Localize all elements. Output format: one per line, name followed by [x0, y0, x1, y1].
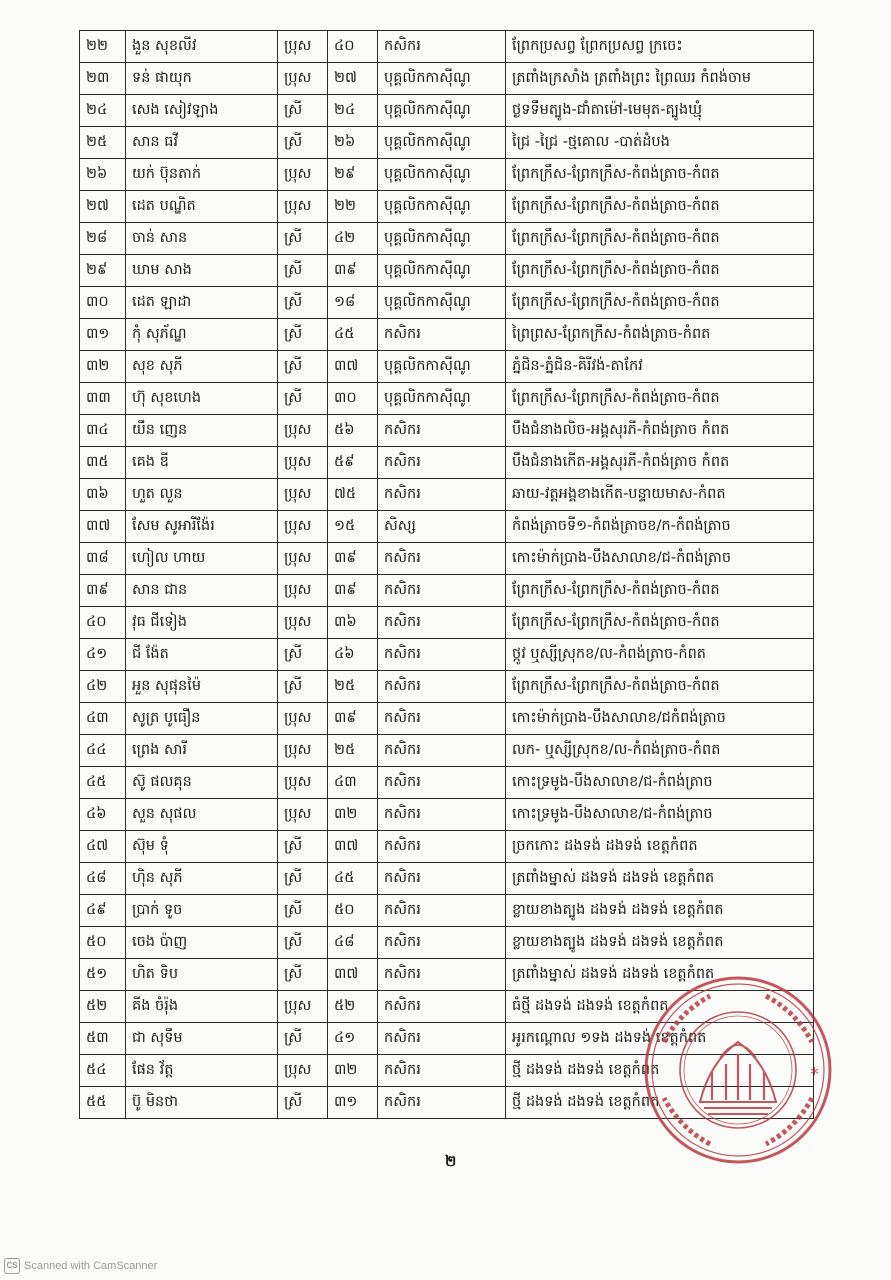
age-cell: ២៩ [328, 159, 378, 191]
address-cell: លក- ឬស្សីស្រុកខ/ល-កំពង់ត្រាច-កំពត [506, 735, 814, 767]
sex-cell: ប្រុស [278, 447, 328, 479]
person-name-cell: សែម សូអារីង៉ែរ [126, 511, 278, 543]
table-row [80, 1055, 814, 1087]
person-name-cell: វុធ ជីទៀង [126, 607, 278, 639]
occupation-cell: បុគ្គលិកកាស៊ីណូ [378, 351, 506, 383]
address-cell: ព្រែកក្រឹស-ព្រែកក្រឹស-កំពង់ត្រាច-កំពត [506, 383, 814, 415]
person-name-cell: គីង ចំរ៉ុង [126, 991, 278, 1023]
sex-cell: ស្រី [278, 351, 328, 383]
person-name-cell: ហ៊ុ សុខហេង [126, 383, 278, 415]
row-number-cell: ៤៥ [80, 767, 126, 799]
person-name-cell: ប៊ូ មិនថា [126, 1087, 278, 1119]
age-cell: ៤១ [328, 1023, 378, 1055]
address-cell: ព្រែកក្រឹស-ព្រែកក្រឹស-កំពង់ត្រាច-កំពត [506, 223, 814, 255]
table-row [80, 1023, 814, 1055]
age-cell: ៣៧ [328, 959, 378, 991]
row-number-cell: ៤៤ [80, 735, 126, 767]
row-number-cell: ៣២ [80, 351, 126, 383]
person-name-cell: ស៊ូ ផលគុន [126, 767, 278, 799]
age-cell: ២៥ [328, 671, 378, 703]
person-name-cell: ហៀល ហាយ [126, 543, 278, 575]
address-cell: ព្រែកក្រឹស-ព្រែកក្រឹស-កំពង់ត្រាច-កំពត [506, 287, 814, 319]
address-cell: ត្រពាំងម្នាស់ ដងទង់ ដងទង់ ខេត្តកំពត [506, 863, 814, 895]
occupation-cell: បុគ្គលិកកាស៊ីណូ [378, 127, 506, 159]
row-number-cell: ៤១ [80, 639, 126, 671]
age-cell: ៤៣ [328, 767, 378, 799]
address-cell: កោះទ្រមូង-បឹងសាលាខ/ជ-កំពង់ត្រាច [506, 799, 814, 831]
occupation-cell: កសិករ [378, 991, 506, 1023]
row-number-cell: ៣៤ [80, 415, 126, 447]
address-cell: ខ្លាយខាងត្បូង ដងទង់ ដងទង់ ខេត្តកំពត [506, 927, 814, 959]
age-cell: ៣៧ [328, 351, 378, 383]
occupation-cell: កសិករ [378, 735, 506, 767]
address-cell: ខ្លាយខាងត្បូង ដងទង់ ដងទង់ ខេត្តកំពត [506, 895, 814, 927]
row-number-cell: ៥២ [80, 991, 126, 1023]
row-number-cell: ២៦ [80, 159, 126, 191]
occupation-cell: កសិករ [378, 31, 506, 63]
age-cell: ៥៦ [328, 415, 378, 447]
camscanner-logo-icon: CS [4, 1258, 20, 1274]
person-name-cell: សេង សៀវឡាង [126, 95, 278, 127]
occupation-cell: កសិករ [378, 575, 506, 607]
sex-cell: ប្រុស [278, 991, 328, 1023]
address-cell: ព្រែកក្រឹស-ព្រែកក្រឹស-កំពង់ត្រាច-កំពត [506, 159, 814, 191]
sex-cell: ប្រុស [278, 63, 328, 95]
age-cell: ៣២ [328, 1055, 378, 1087]
table-row [80, 767, 814, 799]
row-number-cell: ២២ [80, 31, 126, 63]
occupation-cell: បុគ្គលិកកាស៊ីណូ [378, 255, 506, 287]
sex-cell: ស្រី [278, 255, 328, 287]
occupation-cell: បុគ្គលិកកាស៊ីណូ [378, 383, 506, 415]
sex-cell: ប្រុស [278, 511, 328, 543]
address-cell: អូរកណ្ដោល ១ទង ដងទង់ ខេត្តកំពត [506, 1023, 814, 1055]
address-cell: ព្រែកក្រឹស-ព្រែកក្រឹស-កំពង់ត្រាច-កំពត [506, 575, 814, 607]
person-name-cell: ព្រេង សារី [126, 735, 278, 767]
person-name-cell: ជា សុទឹម [126, 1023, 278, 1055]
table-row [80, 831, 814, 863]
sex-cell: ស្រី [278, 223, 328, 255]
age-cell: ៤៥ [328, 319, 378, 351]
address-cell: ត្រពាំងក្រសាំង ត្រពាំងព្រះ ព្រៃឈរ កំពង់ចាម [506, 63, 814, 95]
age-cell: ៣២ [328, 799, 378, 831]
sex-cell: ស្រី [278, 319, 328, 351]
age-cell: ២២ [328, 191, 378, 223]
row-number-cell: ៣៣ [80, 383, 126, 415]
occupation-cell: កសិករ [378, 799, 506, 831]
sex-cell: ប្រុស [278, 575, 328, 607]
sex-cell: ស្រី [278, 639, 328, 671]
sex-cell: ស្រី [278, 127, 328, 159]
age-cell: ៣៧ [328, 831, 378, 863]
sex-cell: ស្រី [278, 831, 328, 863]
person-name-cell: សុខ សុភី [126, 351, 278, 383]
age-cell: ៣៩ [328, 255, 378, 287]
table-row [80, 639, 814, 671]
table-row [80, 1087, 814, 1119]
person-name-cell: ហួត លួន [126, 479, 278, 511]
sex-cell: ប្រុស [278, 543, 328, 575]
age-cell: ៣៦ [328, 607, 378, 639]
sex-cell: ប្រុស [278, 735, 328, 767]
person-name-cell: គេង ឌី [126, 447, 278, 479]
occupation-cell: កសិករ [378, 319, 506, 351]
scanner-footer [4, 1258, 157, 1274]
occupation-cell: កសិករ [378, 767, 506, 799]
person-name-cell: ស៊ុម ទុំ [126, 831, 278, 863]
row-number-cell: ៤២ [80, 671, 126, 703]
table-body [80, 31, 814, 1119]
age-cell: ២៤ [328, 95, 378, 127]
person-name-cell: កុំ សុភ័ណ្ឌ [126, 319, 278, 351]
table-row [80, 799, 814, 831]
age-cell: ៣៩ [328, 543, 378, 575]
occupation-cell: បុគ្គលិកកាស៊ីណូ [378, 159, 506, 191]
address-cell: ថ្ងទទឹមត្បូង-ជាំតាម៉ៅ-មេមុត-ត្បូងឃ្មុំ [506, 95, 814, 127]
sex-cell: ប្រុស [278, 159, 328, 191]
person-name-cell: ហ៊ិន សុភី [126, 863, 278, 895]
occupation-cell: កសិករ [378, 479, 506, 511]
sex-cell: ប្រុស [278, 479, 328, 511]
occupation-cell: កសិករ [378, 1087, 506, 1119]
table-row [80, 959, 814, 991]
row-number-cell: ៤៣ [80, 703, 126, 735]
occupation-cell: កសិករ [378, 1055, 506, 1087]
age-cell: ១៥ [328, 511, 378, 543]
sex-cell: ប្រុស [278, 799, 328, 831]
sex-cell: ស្រី [278, 95, 328, 127]
occupation-cell: បុគ្គលិកកាស៊ីណូ [378, 63, 506, 95]
sex-cell: ស្រី [278, 383, 328, 415]
occupation-cell: កសិករ [378, 543, 506, 575]
address-cell: ថ្មី ដងទង់ ដងទង់ ខេត្តកំពត [506, 1087, 814, 1119]
table-row [80, 863, 814, 895]
sex-cell: ស្រី [278, 959, 328, 991]
table-row [80, 607, 814, 639]
table-row [80, 927, 814, 959]
table-row [80, 991, 814, 1023]
address-cell: បឹងជំនាងកើត-អង្គសុរភី-កំពង់ត្រាច កំពត [506, 447, 814, 479]
occupation-cell: កសិករ [378, 863, 506, 895]
occupation-cell: កសិករ [378, 415, 506, 447]
row-number-cell: ៥១ [80, 959, 126, 991]
sex-cell: ស្រី [278, 1023, 328, 1055]
age-cell: ៤៨ [328, 927, 378, 959]
row-number-cell: ២៣ [80, 63, 126, 95]
person-name-cell: ហិត ទិប [126, 959, 278, 991]
table-row [80, 287, 814, 319]
address-cell: ភ្នំជិន-ភ្នំជិន-គិរីវង់-តាកែវ [506, 351, 814, 383]
sex-cell: ស្រី [278, 671, 328, 703]
address-cell: កោះម៉ាក់ប្រាង-បឹងសាលាខ/ជ-កំពង់ត្រាច [506, 543, 814, 575]
person-name-cell: អួន សុផុនម៉ៃ [126, 671, 278, 703]
address-cell: ជ្រៃ -ជ្រៃ -ថ្មគោល -បាត់ដំបង [506, 127, 814, 159]
sex-cell: ប្រុស [278, 703, 328, 735]
address-cell: ព្រែកក្រឹស-ព្រែកក្រឹស-កំពង់ត្រាច-កំពត [506, 255, 814, 287]
age-cell: ៥២ [328, 991, 378, 1023]
occupation-cell: កសិករ [378, 895, 506, 927]
occupation-cell: បុគ្គលិកកាស៊ីណូ [378, 95, 506, 127]
table-row [80, 735, 814, 767]
address-cell: ច្រកកោះ ដងទង់ ដងទង់ ខេត្តកំពត [506, 831, 814, 863]
row-number-cell: ២៧ [80, 191, 126, 223]
person-name-cell: សូត្រ បូធឿន [126, 703, 278, 735]
address-cell: ធំថ្មី ដងទង់ ដងទង់ ខេត្តកំពត [506, 991, 814, 1023]
age-cell: ៧៥ [328, 479, 378, 511]
table-row [80, 575, 814, 607]
sex-cell: ស្រី [278, 1087, 328, 1119]
row-number-cell: ៤០ [80, 607, 126, 639]
occupation-cell: បុគ្គលិកកាស៊ីណូ [378, 287, 506, 319]
table-row [80, 895, 814, 927]
sex-cell: ប្រុស [278, 607, 328, 639]
row-number-cell: ៥៤ [80, 1055, 126, 1087]
table-row [80, 479, 814, 511]
sex-cell: ស្រី [278, 863, 328, 895]
sex-cell: ស្រី [278, 927, 328, 959]
age-cell: ៥០ [328, 895, 378, 927]
page-number: ២ [445, 1152, 457, 1170]
occupation-cell: បុគ្គលិកកាស៊ីណូ [378, 223, 506, 255]
address-cell: ថ្មី ដងទង់ ដងទង់ ខេត្តកំពត [506, 1055, 814, 1087]
sex-cell: ប្រុស [278, 191, 328, 223]
row-number-cell: ៤៦ [80, 799, 126, 831]
table-row [80, 95, 814, 127]
svg-text:*: * [810, 1064, 819, 1085]
table-row [80, 255, 814, 287]
address-cell: កោះទ្រមូង-បឹងសាលាខ/ជ-កំពង់ត្រាច [506, 767, 814, 799]
address-cell: បឹងជំនាងលិច-អង្គសុរភី-កំពង់ត្រាច កំពត [506, 415, 814, 447]
table-row [80, 383, 814, 415]
table-row [80, 447, 814, 479]
address-cell: កោះម៉ាក់ប្រាង-បឹងសាលាខ/ជកំពង់ត្រាច [506, 703, 814, 735]
row-number-cell: ៤៨ [80, 863, 126, 895]
person-name-cell: ជី ង៉ែត [126, 639, 278, 671]
table-row [80, 511, 814, 543]
occupation-cell: សិស្ស [378, 511, 506, 543]
address-cell: ព្រែកក្រឹស-ព្រែកក្រឹស-កំពង់ត្រាច-កំពត [506, 607, 814, 639]
row-number-cell: ៣៩ [80, 575, 126, 607]
occupation-cell: កសិករ [378, 959, 506, 991]
person-name-cell: សាន ជាន [126, 575, 278, 607]
table-row [80, 159, 814, 191]
address-cell: ថ្កូវ ឬស្សីស្រុកខ/ល-កំពង់ត្រាច-កំពត [506, 639, 814, 671]
scanner-footer-text: Scanned with CamScanner [24, 1260, 158, 1272]
person-name-cell: ចាន់ សាន [126, 223, 278, 255]
address-cell: ឆាយ-វត្តអង្គខាងកើត-បន្ទាយមាស-កំពត [506, 479, 814, 511]
table-row [80, 127, 814, 159]
row-number-cell: ៣៧ [80, 511, 126, 543]
table-row [80, 63, 814, 95]
person-name-cell: ចេង ប៉ាញ [126, 927, 278, 959]
row-number-cell: ៤៧ [80, 831, 126, 863]
table-row [80, 223, 814, 255]
row-number-cell: ២៤ [80, 95, 126, 127]
person-name-cell: ទន់ ផាយុក [126, 63, 278, 95]
age-cell: ២៦ [328, 127, 378, 159]
age-cell: ៤៥ [328, 863, 378, 895]
row-number-cell: ២៩ [80, 255, 126, 287]
address-cell: កំពង់ត្រាចទី១-កំពង់ត្រាចខ/ក-កំពង់ត្រាច [506, 511, 814, 543]
age-cell: ៣១ [328, 1087, 378, 1119]
row-number-cell: ២៥ [80, 127, 126, 159]
address-cell: ព្រែកប្រសព្វ ព្រែកប្រសព្វ ក្រចេះ [506, 31, 814, 63]
age-cell: ២៧ [328, 63, 378, 95]
person-name-cell: ដេត ឡាដា [126, 287, 278, 319]
table-row [80, 319, 814, 351]
row-number-cell: ៤៩ [80, 895, 126, 927]
age-cell: ៤០ [328, 31, 378, 63]
row-number-cell: ៣១ [80, 319, 126, 351]
person-name-cell: ដេត បណ្ឌិត [126, 191, 278, 223]
table-row [80, 671, 814, 703]
occupation-cell: កសិករ [378, 447, 506, 479]
person-list-table [79, 30, 814, 1119]
occupation-cell: កសិករ [378, 671, 506, 703]
person-name-cell: ឃាម សាង [126, 255, 278, 287]
row-number-cell: ២៨ [80, 223, 126, 255]
occupation-cell: កសិករ [378, 927, 506, 959]
table-row [80, 31, 814, 63]
age-cell: ៣០ [328, 383, 378, 415]
age-cell: ៥៩ [328, 447, 378, 479]
row-number-cell: ៣០ [80, 287, 126, 319]
row-number-cell: ៥៣ [80, 1023, 126, 1055]
occupation-cell: កសិករ [378, 703, 506, 735]
table-row [80, 191, 814, 223]
sex-cell: ប្រុស [278, 31, 328, 63]
row-number-cell: ៥០ [80, 927, 126, 959]
table-row [80, 415, 814, 447]
occupation-cell: កសិករ [378, 639, 506, 671]
sex-cell: ស្រី [278, 895, 328, 927]
person-name-cell: យឹន ញេន [126, 415, 278, 447]
sex-cell: ប្រុស [278, 415, 328, 447]
table-row [80, 543, 814, 575]
age-cell: ២៥ [328, 735, 378, 767]
person-name-cell: យក់ ប៊ុនតាក់ [126, 159, 278, 191]
sex-cell: ប្រុស [278, 767, 328, 799]
person-name-cell: ផែន វ័ត្ត [126, 1055, 278, 1087]
age-cell: ៣៩ [328, 575, 378, 607]
row-number-cell: ៣៥ [80, 447, 126, 479]
address-cell: ព្រែកក្រឹស-ព្រែកក្រឹស-កំពង់ត្រាច-កំពត [506, 671, 814, 703]
person-name-cell: ប្រាក់ ទូច [126, 895, 278, 927]
sex-cell: ស្រី [278, 287, 328, 319]
occupation-cell: កសិករ [378, 831, 506, 863]
age-cell: ៤២ [328, 223, 378, 255]
person-name-cell: សាន ធវី [126, 127, 278, 159]
occupation-cell: កសិករ [378, 1023, 506, 1055]
row-number-cell: ៣៨ [80, 543, 126, 575]
row-number-cell: ៥៥ [80, 1087, 126, 1119]
table-row [80, 351, 814, 383]
age-cell: ៤៦ [328, 639, 378, 671]
person-name-cell: សួន សុផល [126, 799, 278, 831]
address-cell: ព្រែកក្រឹស-ព្រែកក្រឹស-កំពង់ត្រាច-កំពត [506, 191, 814, 223]
age-cell: ៣៩ [328, 703, 378, 735]
person-name-cell: ងួន សុខលីវ [126, 31, 278, 63]
age-cell: ១៨ [328, 287, 378, 319]
address-cell: ត្រពាំងម្នាស់ ដងទង់ ដងទង់ ខេត្តកំពត [506, 959, 814, 991]
row-number-cell: ៣៦ [80, 479, 126, 511]
table-row [80, 703, 814, 735]
sex-cell: ប្រុស [278, 1055, 328, 1087]
occupation-cell: បុគ្គលិកកាស៊ីណូ [378, 191, 506, 223]
address-cell: ព្រៃព្រស-ព្រែកក្រឹស-កំពង់ត្រាច-កំពត [506, 319, 814, 351]
occupation-cell: កសិករ [378, 607, 506, 639]
